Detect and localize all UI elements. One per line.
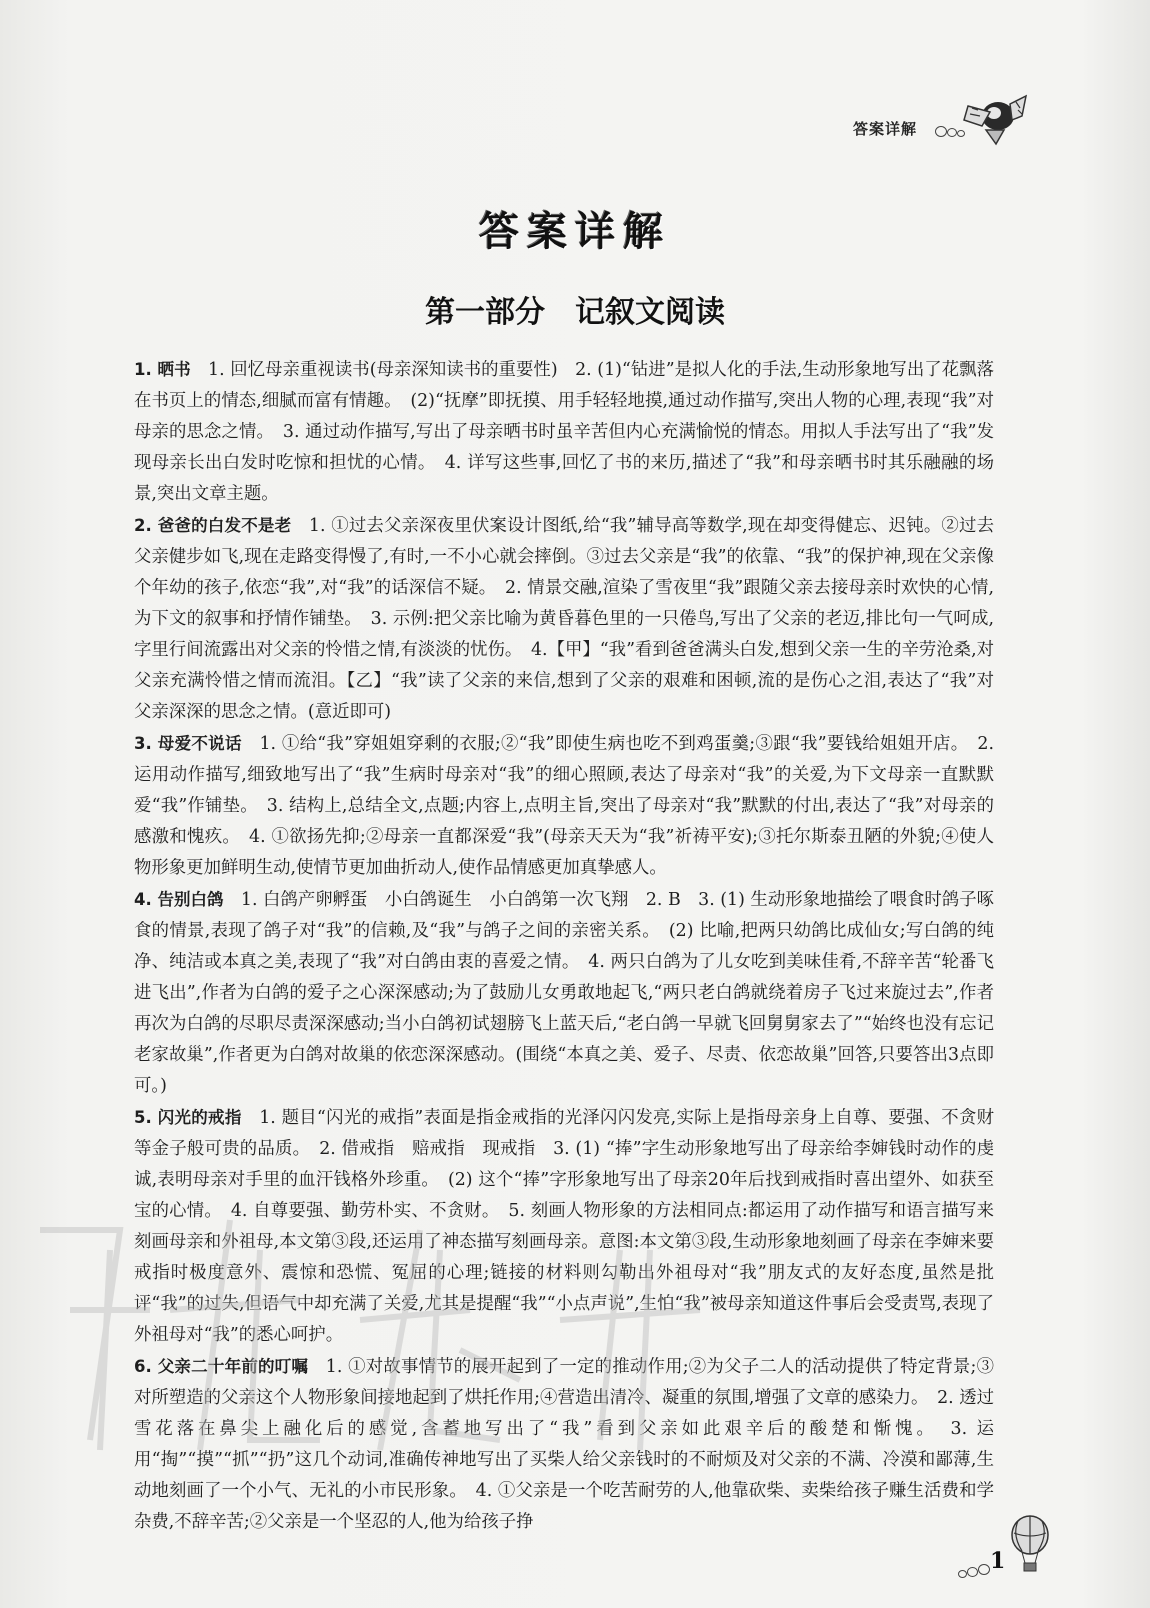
entry-text: 1. 白鸽产卵孵蛋 小白鸽诞生 小白鸽第一次飞翔 2. B 3. (1) 生动形象地描绘了喂食时鸽子啄食的情景,表现了鸽子对“我”的信赖,及“我”与鸽子之间的亲密关系。 (2) 比喻,把两只幼鸽比成仙女;写白鸽的纯净、纯洁或本真之美,表现了“我”对白鸽由衷的喜爱之情。 4. 两只白鸽为了儿女吃到美味佳肴,不辞辛苦“轮番飞进飞出”,作者为白鸽的爱子之心深深感动;为了鼓励儿女勇敢地起飞,“两只老白鸽就绕着房子飞过来旋过去”,作者再次为白鸽的尽职尽责深深感动;当小白鸽初试翅膀飞上蓝天后,“老白鸽一早就飞回舅舅家去了”“始终也没有忘记老家故巢”,作者更为白鸽对故巢的依恋深深感动。(围绕“本真之美、爱子、尽责、依恋故巢”回答,只要答出3点即可。) <box>134 890 994 1096</box>
answer-entry-6 <box>134 1351 994 1538</box>
answer-entry-2 <box>134 510 994 728</box>
header-tag: 答案详解 <box>853 120 918 138</box>
entry-title: 6. 父亲二十年前的叮嘱 <box>134 1357 309 1376</box>
part-title: 第一部分 记叙文阅读 <box>425 295 725 330</box>
entry-text: 1. ①过去父亲深夜里伏案设计图纸,给“我”辅导高等数学,现在却变得健忘、迟钝。②过去父亲健步如飞,现在走路变得慢了,有时,一不小心就会摔倒。③过去父亲是“我”的依靠、“我”的保护神,现在父亲像个年幼的孩子,依恋“我”,对“我”的话深信不疑。 2. 情景交融,渲染了雪夜里“我”跟随父亲去接母亲时欢快的心情,为下文的叙事和抒情作铺垫。 3. 示例:把父亲比喻为黄昏暮色里的一只倦鸟,写出了父亲的老迈,排比句一气呵成,字里行间流露出对父亲的怜惜之情,有淡淡的忧伤。 4.【甲】“我”看到爸爸满头白发,想到父亲一生的辛劳沧桑,对父亲充满怜惜之情而流泪。【乙】“我”读了父亲的来信,想到了父亲的艰难和困顿,流的是伤心之泪,表达了“我”对父亲深深的思念之情。(意近即可) <box>134 516 994 722</box>
entry-text: 1. ①对故事情节的展开起到了一定的推动作用;②为父子二人的活动提供了特定背景;③对所塑造的父亲这个人物形象间接地起到了烘托作用;④营造出清冷、凝重的氛围,增强了文章的感染力。 2. 透过雪花落在鼻尖上融化后的感觉,含蓄地写出了“我”看到父亲如此艰辛后的酸楚和惭愧。 3. 运用“掏”“摸”“抓”“扔”这几个动词,准确传神地写出了买柴人给父亲钱时的不耐烦及对父亲的不满、冷漠和鄙薄,生动地刻画了一个小气、无礼的小市民形象。 4. ①父亲是一个吃苦耐劳的人,他靠砍柴、卖柴给孩子赚生活费和学杂费,不辞辛苦;②父亲是一个坚忍的人,他为给孩子挣 <box>134 1357 995 1532</box>
answer-content <box>134 354 994 1538</box>
entry-title: 5. 闪光的戒指 <box>134 1108 242 1127</box>
answer-entry-1 <box>134 354 994 510</box>
entry-title: 4. 告别白鸽 <box>134 890 224 909</box>
entry-title: 1. 晒书 <box>134 360 191 379</box>
hot-air-balloon-icon <box>1008 1515 1052 1575</box>
footer-bubbles-decoration <box>958 1562 990 1580</box>
answer-entry-4 <box>134 884 994 1102</box>
answer-entry-3 <box>134 728 994 884</box>
page-number: 1 <box>990 1548 1006 1574</box>
answer-entry-5 <box>134 1102 994 1351</box>
entry-text: 1. 回忆母亲重视读书(母亲深知读书的重要性) 2. (1)“钻进”是拟人化的手法,生动形象地写出了花飘落在书页上的情态,细腻而富有情趣。 (2)“抚摩”即抚摸、用手轻轻地摸,通过动作描写,突出人物的心理,表现“我”对母亲的思念之情。 3. 通过动作描写,写出了母亲晒书时虽辛苦但内心充满愉悦的情态。用拟人手法写出了“我”发现母亲长出白发时吃惊和担忧的心情。 4. 详写这些事,回忆了书的来历,描述了“我”和母亲晒书时其乐融融的场景,突出文章主题。 <box>134 360 994 504</box>
entry-title: 2. 爸爸的白发不是老 <box>134 516 292 535</box>
entry-text: 1. ①给“我”穿姐姐穿剩的衣服;②“我”即使生病也吃不到鸡蛋羹;③跟“我”要钱给姐姐开店。 2. 运用动作描写,细致地写出了“我”生病时母亲对“我”的细心照顾,表达了母亲对“我”的关爱,为下文母亲一直默默爱“我”作铺垫。 3. 结构上,总结全文,点题;内容上,点明主旨,突出了母亲对“我”默默的付出,表达了“我”对母亲的感激和愧疚。 4. ①欲扬先抑;②母亲一直都深爱“我”(母亲天天为“我”祈祷平安);③托尔斯泰丑陋的外貌;④使人物形象更加鲜明生动,使情节更加曲折动人,使作品情感更加真挚感人。 <box>134 734 994 878</box>
entry-text: 1. 题目“闪光的戒指”表面是指金戒指的光泽闪闪发亮,实际上是指母亲身上自尊、要强、不贪财等金子般可贵的品质。 2. 借戒指 赔戒指 现戒指 3. (1) “捧”字生动形象地写出了母亲给李婶钱时动作的虔诚,表明母亲对手里的血汗钱格外珍重。 (2) 这个“捧”字形象地写出了母亲20年后找到戒指时喜出望外、如获至宝的心情。 4. 自尊要强、勤劳朴实、不贪财。 5. 刻画人物形象的方法相同点:都运用了动作描写和语言描写来刻画母亲和外祖母,本文第③段,还运用了神态描写刻画母亲。意图:本文第③段,生动形象地刻画了母亲在李婶来要戒指时极度意外、震惊和恐慌、冤屈的心理;链接的材料则勾勒出外祖母对“我”朋友式的友好态度,虽然是批评“我”的过失,但语气中却充满了关爱,尤其是提醒“我”“小点声说”,生怕“我”被母亲知道这件事后会受责骂,表现了外祖母对“我”的悉心呵护。 <box>134 1108 994 1345</box>
entry-title: 3. 母爱不说话 <box>134 734 242 753</box>
main-title: 答案详解 <box>479 209 671 255</box>
airplane-mascot-icon <box>960 86 1030 150</box>
